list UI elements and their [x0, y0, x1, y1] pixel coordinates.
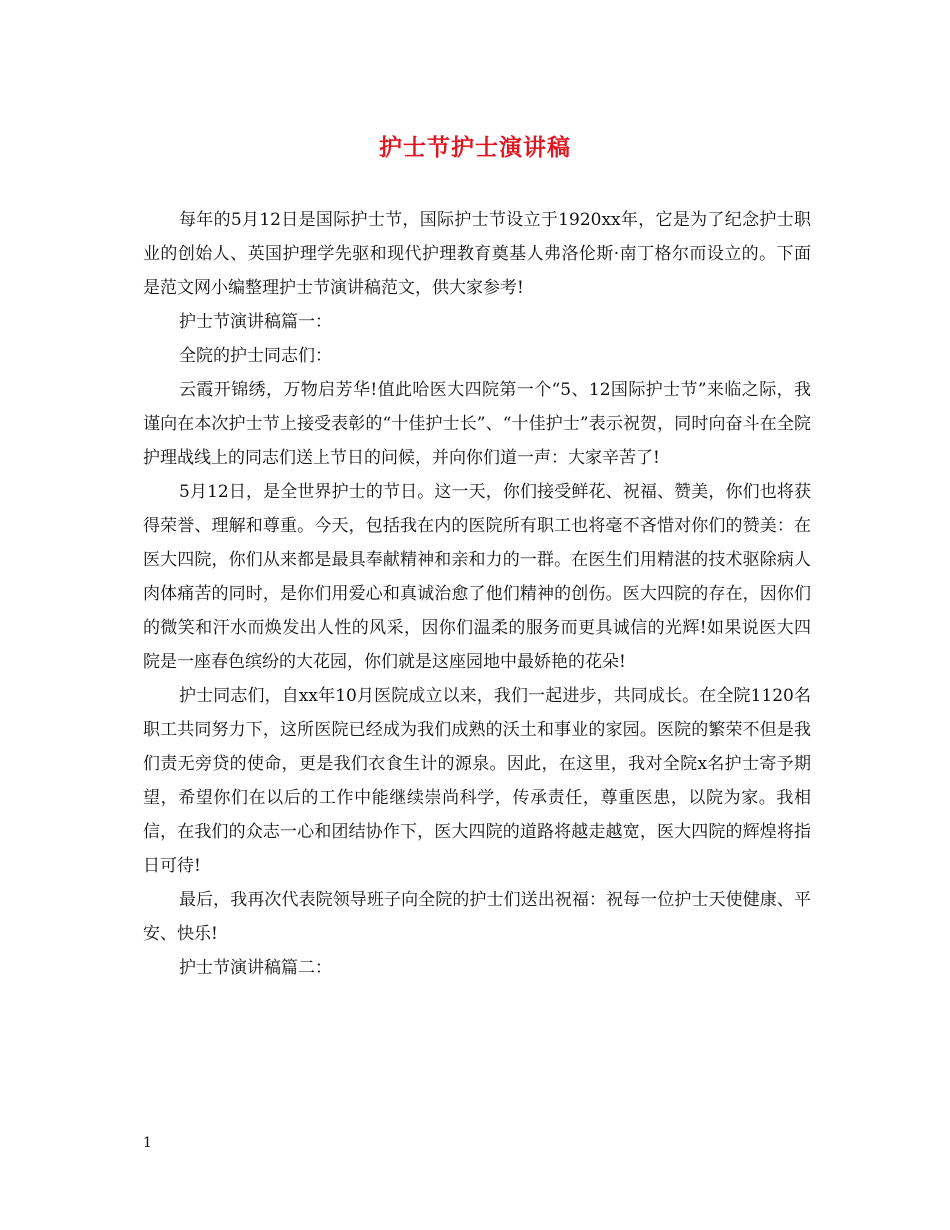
document-title: 护士节护士演讲稿: [379, 134, 571, 161]
paragraph-growth: 护士同志们，自xx年10月医院成立以来，我们一起进步，共同成长。在全院1120名职工共同努力下，这所医院已经成为我们成熟的沃土和事业的家园。医院的繁荣不但是我们责无旁贷的使命，更是我们衣食生计的源泉。因此，在这里，我对全院x名护士寄予期望，希望你们在以后的工作中能继续崇尚科学，传承责任，尊重医患，以院为家。我相信，在我们的众志一心和团结协作下，医大四院的道路将越走越宽，医大四院的辉煌将指日可待!: [143, 686, 811, 876]
section-heading-1: 护士节演讲稿篇一：: [179, 312, 332, 332]
section-heading-2: 护士节演讲稿篇二：: [179, 958, 332, 978]
paragraph-praise: 5月12日，是全世界护士的节日。这一天，你们接受鲜花、祝福、赞美，你们也将获得荣誉、理解和尊重。今天，包括我在内的医院所有职工也将毫不吝惜对你们的赞美：在医大四院，你们从来都是最具奉献精神和亲和力的一群。在医生们用精湛的技术驱除病人肉体痛苦的同时，是你们用爱心和真诚治愈了他们精神的创伤。医大四院的存在，因你们的微笑和汗水而焕发出人性的风采，因你们温柔的服务而更具诚信的光辉!如果说医大四院是一座春色缤纷的大花园，你们就是这座园地中最娇艳的花朵!: [143, 482, 811, 672]
salutation: 全院的护士同志们：: [179, 346, 332, 366]
paragraph-closing: 最后，我再次代表院领导班子向全院的护士们送出祝福：祝每一位护士天使健康、平安、快乐!: [143, 890, 811, 944]
paragraph-intro: 每年的5月12日是国际护士节，国际护士节设立于1920xx年，它是为了纪念护士职业的创始人、英国护理学先驱和现代护理教育奠基人弗洛伦斯·南丁格尔而设立的。下面是范文网小编整理护士节演讲稿范文，供大家参考!: [143, 210, 811, 298]
document-body: [143, 203, 811, 985]
page-number: 1: [143, 1135, 152, 1151]
paragraph-greeting: 云霞开锦绣，万物启芳华!值此哈医大四院第一个“5、12国际护士节”来临之际，我谨向在本次护士节上接受表彰的“十佳护士长”、“十佳护士”表示祝贺，同时向奋斗在全院护理战线上的同志们送上节日的问候，并向你们道一声：大家辛苦了!: [143, 380, 811, 468]
